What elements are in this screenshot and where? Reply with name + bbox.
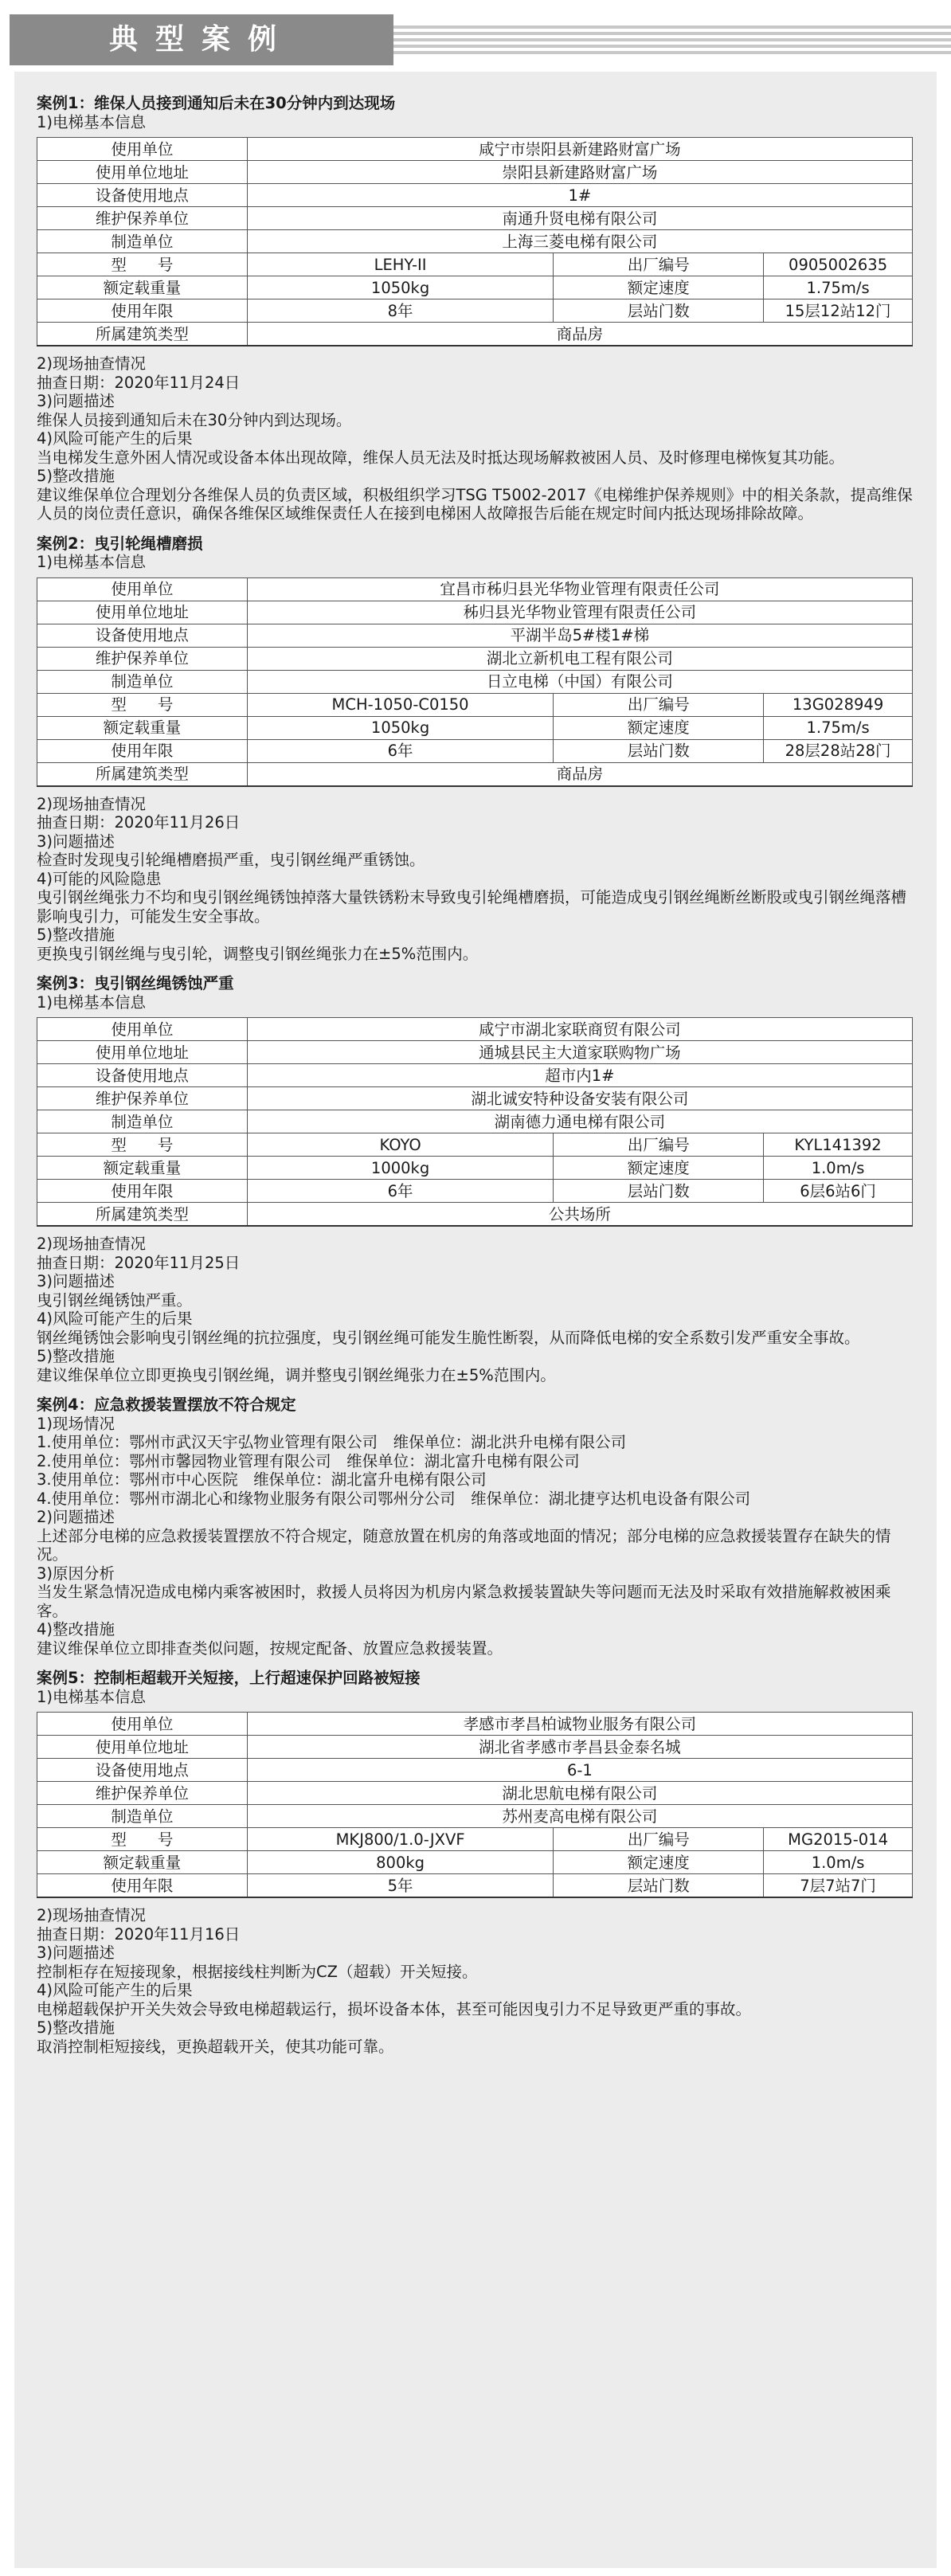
- field-value: 湖南德力通电梯有限公司: [247, 1110, 912, 1133]
- case-text-line: 4.使用单位：鄂州市湖北心和缘物业服务有限公司鄂州分公司 维保单位：湖北捷亨达机电设备有限公司: [37, 1489, 751, 1508]
- case-text-line: 曳引钢丝绳锈蚀严重。: [37, 1290, 193, 1310]
- field-value: 15层12站12门: [764, 299, 913, 323]
- field-value: 6-1: [247, 1759, 912, 1782]
- case-text-line: 更换曳引钢丝绳与曳引轮，调整曳引钢丝绳张力在±5%范围内。: [37, 944, 479, 963]
- field-label: 使用单位地址: [37, 1736, 248, 1759]
- table-row: [37, 577, 913, 601]
- field-label: 使用单位: [37, 138, 248, 161]
- table-row: [37, 1874, 913, 1898]
- field-label: 维护保养单位: [37, 207, 248, 230]
- case-text-line: 抽查日期：2020年11月26日: [37, 813, 241, 832]
- field-value: 湖北思航电梯有限公司: [247, 1782, 912, 1805]
- field-value: 咸宁市崇阳县新建路财富广场: [247, 138, 912, 161]
- table-row: [37, 670, 913, 693]
- field-label: 额定速度: [554, 716, 764, 739]
- case-text-line: 3)问题描述: [37, 832, 115, 851]
- table-row: [37, 323, 913, 346]
- field-value: 上海三菱电梯有限公司: [247, 230, 912, 253]
- field-value: 1000kg: [247, 1157, 554, 1180]
- field-label: 制造单位: [37, 670, 248, 693]
- field-label: 制造单位: [37, 230, 248, 253]
- field-label: 设备使用地点: [37, 184, 248, 207]
- table-row: [37, 1041, 913, 1064]
- field-label: 使用单位地址: [37, 601, 248, 624]
- section-spacer: [37, 523, 913, 534]
- table-row: [37, 276, 913, 299]
- table-row: [37, 739, 913, 762]
- case-text-line: 曳引钢丝绳张力不均和曳引钢丝绳锈蚀掉落大量铁锈粉末导致曳引轮绳槽磨损，可能造成曳引钢丝绳断丝断股或曳引钢丝绳落槽影响曳引力，可能发生安全事故。: [37, 888, 907, 926]
- case-text-line: 建议维保单位立即更换曳引钢丝绳，调并整曳引钢丝绳张力在±5%范围内。: [37, 1365, 556, 1384]
- field-value: 6年: [247, 739, 554, 762]
- field-label: 使用单位地址: [37, 161, 248, 184]
- field-value: 商品房: [247, 762, 912, 786]
- field-label: 额定载重量: [37, 716, 248, 739]
- case-text-line: 4)可能的风险隐患: [37, 869, 162, 888]
- field-value: 超市内1#: [247, 1064, 912, 1087]
- case-text-line: 5)整改措施: [37, 467, 115, 485]
- field-value: 1.75m/s: [764, 276, 913, 299]
- field-value: 通城县民主大道家联购物广场: [247, 1041, 912, 1064]
- table-row: [37, 161, 913, 184]
- field-label: 型 号: [37, 1828, 248, 1851]
- field-value: 1.0m/s: [764, 1157, 913, 1180]
- case-text-line: 抽查日期：2020年11月16日: [37, 1924, 241, 1944]
- field-value: 南通升贤电梯有限公司: [247, 207, 912, 230]
- field-label: 使用年限: [37, 1874, 248, 1898]
- case-text-line: 检查时发现曳引轮绳槽磨损严重，曳引钢丝绳严重锈蚀。: [37, 851, 425, 869]
- field-value: KYL141392: [764, 1133, 913, 1157]
- field-label: 维护保养单位: [37, 1087, 248, 1110]
- table-row: [37, 1759, 913, 1782]
- field-value: 5年: [247, 1874, 554, 1898]
- field-value: 0905002635: [764, 253, 913, 276]
- info-heading: 1)电梯基本信息: [37, 1687, 147, 1706]
- case-text-line: 2)现场抽查情况: [37, 354, 147, 373]
- field-value: 1050kg: [247, 716, 554, 739]
- table-row: [37, 624, 913, 647]
- field-value: 平湖半岛5#楼1#梯: [247, 624, 912, 647]
- table-row: [37, 1203, 913, 1227]
- field-label: 额定速度: [554, 276, 764, 299]
- content-panel: [14, 72, 937, 2568]
- table-row: [37, 1805, 913, 1828]
- field-label: 额定载重量: [37, 1157, 248, 1180]
- field-value: 咸宁市湖北家联商贸有限公司: [247, 1018, 912, 1041]
- case-text-line: 3)问题描述: [37, 1944, 115, 1962]
- field-value: 苏州麦高电梯有限公司: [247, 1805, 912, 1828]
- field-label: 设备使用地点: [37, 1759, 248, 1782]
- field-label: 额定载重量: [37, 1851, 248, 1874]
- table-row: [37, 1157, 913, 1180]
- field-value: 公共场所: [247, 1203, 912, 1227]
- case-title: 案例1：维保人员接到通知后未在30分钟内到达现场: [37, 94, 396, 112]
- field-label: 使用单位: [37, 577, 248, 601]
- field-value: 6年: [247, 1180, 554, 1203]
- field-value: 宜昌市秭归县光华物业管理有限责任公司: [247, 577, 912, 601]
- field-value: 湖北省孝感市孝昌县金泰名城: [247, 1736, 912, 1759]
- table-row: [37, 184, 913, 207]
- case-title: 案例3：曳引钢丝绳锈蚀严重: [37, 974, 234, 992]
- elevator-info-table: [37, 1017, 913, 1227]
- section-spacer: [37, 2056, 913, 2067]
- field-label: 所属建筑类型: [37, 323, 248, 346]
- field-value: LEHY-II: [247, 253, 554, 276]
- case-text-line: 控制柜存在短接现象，根据接线柱判断为CZ（超载）开关短接。: [37, 1962, 478, 1981]
- case-text-line: 当发生紧急情况造成电梯内乘客被困时，救援人员将因为机房内紧急救援装置缺失等问题而无法及时采取有效措施解救被困乘客。: [37, 1583, 891, 1620]
- field-label: 出厂编号: [554, 693, 764, 716]
- field-label: 额定速度: [554, 1851, 764, 1874]
- field-value: 日立电梯（中国）有限公司: [247, 670, 912, 693]
- info-heading: 1)电梯基本信息: [37, 553, 147, 571]
- table-row: [37, 1851, 913, 1874]
- field-value: 7层7站7门: [764, 1874, 913, 1898]
- table-row: [37, 762, 913, 786]
- info-heading: 1)电梯基本信息: [37, 992, 147, 1012]
- case-text-line: 2.使用单位：鄂州市馨园物业管理有限公司 维保单位：湖北富升电梯有限公司: [37, 1451, 580, 1470]
- table-row: [37, 207, 913, 230]
- case-text-line: 建议维保单位合理划分各维保人员的负责区域，积极组织学习TSG T5002-2017《电梯维护保养规则》中的相关条款，提高维保人员的岗位责任意识，确保各维保区域维保责任人在接到电梯困人故障报告后能在规定时间内抵达现场排除故障。: [37, 485, 913, 523]
- case-text-line: 2)现场抽查情况: [37, 794, 147, 813]
- section-spacer: [37, 1384, 913, 1396]
- field-label: 设备使用地点: [37, 624, 248, 647]
- case-text-line: 抽查日期：2020年11月25日: [37, 1253, 241, 1272]
- case-text-line: 3.使用单位：鄂州市中心医院 维保单位：湖北富升电梯有限公司: [37, 1470, 487, 1489]
- field-value: 湖北诚安特种设备安装有限公司: [247, 1087, 912, 1110]
- elevator-info-table: [37, 1712, 913, 1898]
- field-value: 孝感市孝昌柏诚物业服务有限公司: [247, 1713, 912, 1736]
- table-row: [37, 1087, 913, 1110]
- case-text-line: 3)问题描述: [37, 1272, 115, 1290]
- case-section: [37, 94, 913, 534]
- table-row: [37, 601, 913, 624]
- field-label: 型 号: [37, 253, 248, 276]
- case-text-line: 2)问题描述: [37, 1508, 115, 1526]
- section-spacer: [37, 963, 913, 974]
- field-label: 维护保养单位: [37, 647, 248, 670]
- field-label: 层站门数: [554, 299, 764, 323]
- case-text-line: 3)问题描述: [37, 392, 115, 410]
- field-value: 1.0m/s: [764, 1851, 913, 1874]
- field-value: 6层6站6门: [764, 1180, 913, 1203]
- case-text-line: 建议维保单位立即排查类似问题，按规定配备、放置应急救援装置。: [37, 1638, 503, 1658]
- field-label: 层站门数: [554, 1180, 764, 1203]
- elevator-info-table: [37, 137, 913, 346]
- case-text-line: 上述部分电梯的应急救援装置摆放不符合规定，随意放置在机房的角落或地面的情况；部分电梯的应急救援装置存在缺失的情况。: [37, 1526, 891, 1564]
- case-title: 案例4：应急救援装置摆放不符合规定: [37, 1396, 296, 1414]
- case-text-line: 维保人员接到通知后未在30分钟内到达现场。: [37, 410, 352, 429]
- field-value: 13G028949: [764, 693, 913, 716]
- title-decoration-stripes: [393, 25, 951, 54]
- field-value: MKJ800/1.0-JXVF: [247, 1828, 554, 1851]
- table-row: [37, 299, 913, 323]
- case-text-line: 取消控制柜短接线，更换超载开关，使其功能可靠。: [37, 2037, 394, 2056]
- case-section: [37, 1396, 913, 1669]
- case-list: [37, 94, 913, 2067]
- case-text-line: 5)整改措施: [37, 1347, 115, 1365]
- table-row: [37, 1064, 913, 1087]
- case-text-line: 4)整改措施: [37, 1620, 115, 1638]
- case-text-line: 2)现场抽查情况: [37, 1235, 147, 1253]
- field-label: 型 号: [37, 1133, 248, 1157]
- field-value: 湖北立新机电工程有限公司: [247, 647, 912, 670]
- case-section: [37, 1669, 913, 2067]
- case-text-line: 5)整改措施: [37, 926, 115, 944]
- field-value: 1050kg: [247, 276, 554, 299]
- field-label: 使用年限: [37, 299, 248, 323]
- field-label: 型 号: [37, 693, 248, 716]
- field-label: 出厂编号: [554, 1133, 764, 1157]
- case-section: [37, 974, 913, 1396]
- table-row: [37, 647, 913, 670]
- case-text-line: 5)整改措施: [37, 2018, 115, 2037]
- page-title: 典型案例: [10, 14, 393, 65]
- field-value: 1.75m/s: [764, 716, 913, 739]
- field-value: 崇阳县新建路财富广场: [247, 161, 912, 184]
- table-row: [37, 1133, 913, 1157]
- field-value: 商品房: [247, 323, 912, 346]
- case-text-line: 2)现场抽查情况: [37, 1906, 147, 1924]
- table-row: [37, 1713, 913, 1736]
- field-value: 秭归县光华物业管理有限责任公司: [247, 601, 912, 624]
- table-row: [37, 1180, 913, 1203]
- header-banner: [0, 0, 951, 67]
- case-text-line: 1.使用单位：鄂州市武汉天宇弘物业管理有限公司 维保单位：湖北洪升电梯有限公司: [37, 1433, 627, 1451]
- case-text-line: 4)风险可能产生的后果: [37, 1981, 193, 1999]
- field-value: 800kg: [247, 1851, 554, 1874]
- field-label: 制造单位: [37, 1805, 248, 1828]
- field-value: MG2015-014: [764, 1828, 913, 1851]
- info-heading: 1)电梯基本信息: [37, 112, 147, 131]
- elevator-info-table: [37, 577, 913, 787]
- table-row: [37, 716, 913, 739]
- case-text-line: 电梯超载保护开关失效会导致电梯超载运行，损坏设备本体，甚至可能因曳引力不足导致更严重的事故。: [37, 1999, 752, 2018]
- field-value: MCH-1050-C0150: [247, 693, 554, 716]
- field-value: 8年: [247, 299, 554, 323]
- table-row: [37, 1782, 913, 1805]
- section-spacer: [37, 1658, 913, 1669]
- case-text-line: 1)现场情况: [37, 1414, 115, 1433]
- table-row: [37, 1736, 913, 1759]
- field-label: 维护保养单位: [37, 1782, 248, 1805]
- field-value: 28层28站28门: [764, 739, 913, 762]
- case-text-line: 4)风险可能产生的后果: [37, 1310, 193, 1328]
- field-label: 所属建筑类型: [37, 1203, 248, 1227]
- field-value: KOYO: [247, 1133, 554, 1157]
- field-label: 使用年限: [37, 1180, 248, 1203]
- table-row: [37, 1110, 913, 1133]
- case-text-line: 抽查日期：2020年11月24日: [37, 373, 241, 392]
- field-label: 额定载重量: [37, 276, 248, 299]
- table-row: [37, 1828, 913, 1851]
- field-label: 额定速度: [554, 1157, 764, 1180]
- field-label: 出厂编号: [554, 253, 764, 276]
- field-label: 使用年限: [37, 739, 248, 762]
- case-text-line: 当电梯发生意外困人情况或设备本体出现故障，维保人员无法及时抵达现场解救被困人员、及时修理电梯恢复其功能。: [37, 448, 845, 467]
- table-row: [37, 1018, 913, 1041]
- field-label: 使用单位: [37, 1713, 248, 1736]
- case-title: 案例5：控制柜超载开关短接，上行超速保护回路被短接: [37, 1669, 421, 1687]
- table-row: [37, 253, 913, 276]
- field-label: 层站门数: [554, 739, 764, 762]
- table-row: [37, 693, 913, 716]
- case-text-line: 3)原因分析: [37, 1564, 115, 1583]
- field-label: 所属建筑类型: [37, 762, 248, 786]
- field-value: 1#: [247, 184, 912, 207]
- case-section: [37, 534, 913, 975]
- field-label: 层站门数: [554, 1874, 764, 1898]
- field-label: 制造单位: [37, 1110, 248, 1133]
- table-row: [37, 138, 913, 161]
- field-label: 出厂编号: [554, 1828, 764, 1851]
- case-text-line: 钢丝绳锈蚀会影响曳引钢丝绳的抗拉强度，曳引钢丝绳可能发生脆性断裂，从而降低电梯的安全系数引发严重安全事故。: [37, 1328, 860, 1347]
- table-row: [37, 230, 913, 253]
- field-label: 设备使用地点: [37, 1064, 248, 1087]
- case-text-line: 4)风险可能产生的后果: [37, 429, 193, 448]
- field-label: 使用单位: [37, 1018, 248, 1041]
- case-title: 案例2：曳引轮绳槽磨损: [37, 534, 203, 553]
- field-label: 使用单位地址: [37, 1041, 248, 1064]
